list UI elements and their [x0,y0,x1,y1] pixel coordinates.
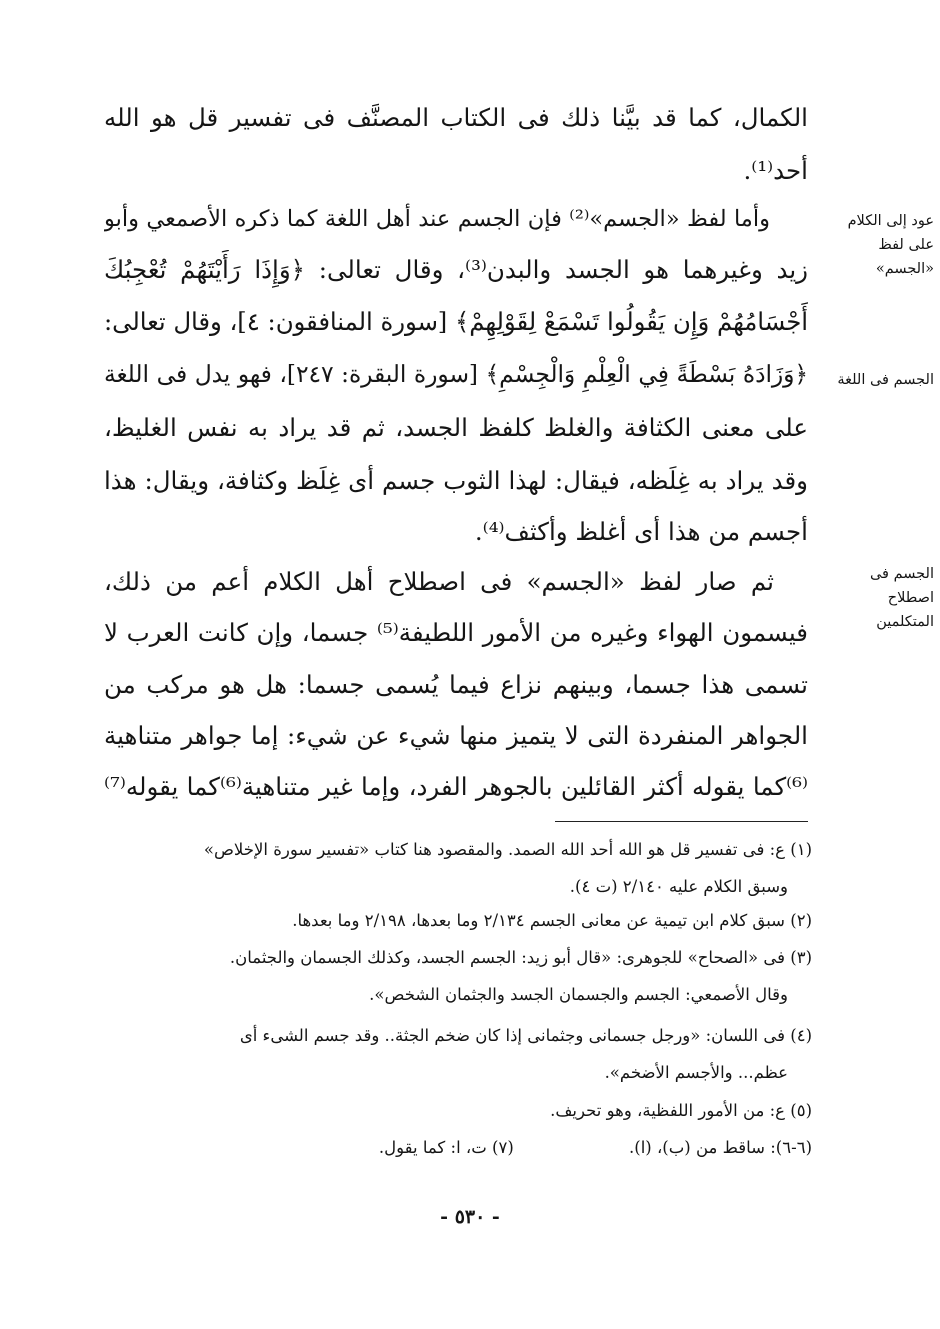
margin-note-kalam [822,209,934,281]
footnote-1: (١) ع: فى تفسير قل هو الله أحد الله الصمد. والمقصود هنا كتاب «تفسير سورة الإخلاص» [203,840,812,859]
text-line-6: ﴿وَزَادَهُ بَسْطَةً فِي الْعِلْمِ وَالْجِسْمِ﴾ [سورة البقرة: ٢٤٧]، فهو يدل فى اللغة [104,361,808,388]
margin-note-line: عود إلى الكلام [847,213,934,229]
text-line-7: على معنى الكثافة والغلظ كلفظ الجسد، ثم قد يراد به نفس الغليظ، [104,413,808,442]
margin-note-line: على لفظ [878,237,934,253]
margin-note-line: الجسم فى [869,566,934,582]
text-line-13: الجواهر المنفردة التى لا يتميز منها شيء عن شيء: إما جواهر متناهية [104,721,808,750]
footnote-6: (٦-٦): ساقط من (ب)، (ا). [629,1138,812,1157]
margin-note-lugha [822,368,934,392]
text-line-1: الكمال، كما قد بيَّنا ذلك فى الكتاب المصنَّف فى تفسير قل هو الله [104,103,808,132]
footnote-5: (٥) ع: من الأمور اللفظية، وهو تحريف. [550,1101,812,1120]
text-line-4: زيد وغيرهما هو الجسد والبدن⁽³⁾، وقال تعالى: ﴿وَإِذَا رَأَيْتَهُمْ تُعْجِبُكَ [104,255,808,284]
text-line-10: ثم صار لفظ «الجسم» فى اصطلاح أهل الكلام أعم من ذلك، [104,567,774,596]
footnote-3-cont: وقال الأصمعي: الجسم والجسمان الجسد والجثمان الشخص». [369,985,788,1004]
text-line-8: وقد يراد به غِلَظه، فيقال: لهذا الثوب جسم أى غِلَظ وكثافة، ويقال: هذا [104,466,808,495]
text-line-2: أحد⁽¹⁾. [743,156,808,185]
text-line-5: أَجْسَامُهُمْ وَإِن يَقُولُوا تَسْمَعْ لِقَوْلِهِمْ﴾ [سورة المنافقون: ٤]، وقال تعالى: [104,307,808,336]
text-line-9: أجسم من هذا أى أغلظ وأكثف⁽⁴⁾. [474,517,808,546]
footnote-2: (٢) سبق كلام ابن تيمية عن معانى الجسم ٢/١٣٤ وما بعدها، ٢/١٩٨ وما بعدها. [292,911,812,930]
text-line-12: تسمى هذا جسما، وبينهم نزاع فيما يُسمى جسما: هل هو مركب من [104,670,808,699]
margin-note-line: المتكلمين [876,614,934,630]
margin-note-line: «الجسم» [875,261,934,277]
margin-note-line: الجسم فى اللغة [837,372,934,388]
text-line-3: وأما لفظ «الجسم»⁽²⁾ فإن الجسم عند أهل اللغة كما ذكره الأصمعي وأبو [104,206,770,232]
footnote-4-cont: عظم... والأجسم الأضخم». [604,1063,788,1082]
margin-note-line: اصطلاح [887,590,934,606]
footnote-7: (٧) ت، ا: كما يقول. [378,1138,514,1157]
footnote-6-7 [104,1135,812,1161]
footnote-4: (٤) فى اللسان: «ورجل جسمانى وجثمانى إذا كان ضخم الجثة.. وقد جسم الشىء أى [239,1026,812,1045]
margin-note-istilah [822,562,934,634]
footnote-1-cont: وسبق الكلام عليه ٢/١٤٠ (ت ٤). [569,877,788,896]
text-line-14: ⁽⁶⁾كما يقوله أكثر القائلين بالجوهر الفرد، وإما غير متناهية⁽⁶⁾كما يقوله⁽⁷⁾ [104,772,808,801]
page-number: - ٥٣٠ - [440,1206,500,1228]
footnote-3: (٣) فى «الصحاح» للجوهرى: «قال أبو زيد: الجسم الجسد، وكذلك الجسمان والجثمان. [229,948,812,967]
text-line-11: فيسمون الهواء وغيره من الأمور اللطيفة⁽⁵⁾ جسما، وإن كانت العرب لا [104,618,808,647]
footnote-divider [555,821,808,822]
